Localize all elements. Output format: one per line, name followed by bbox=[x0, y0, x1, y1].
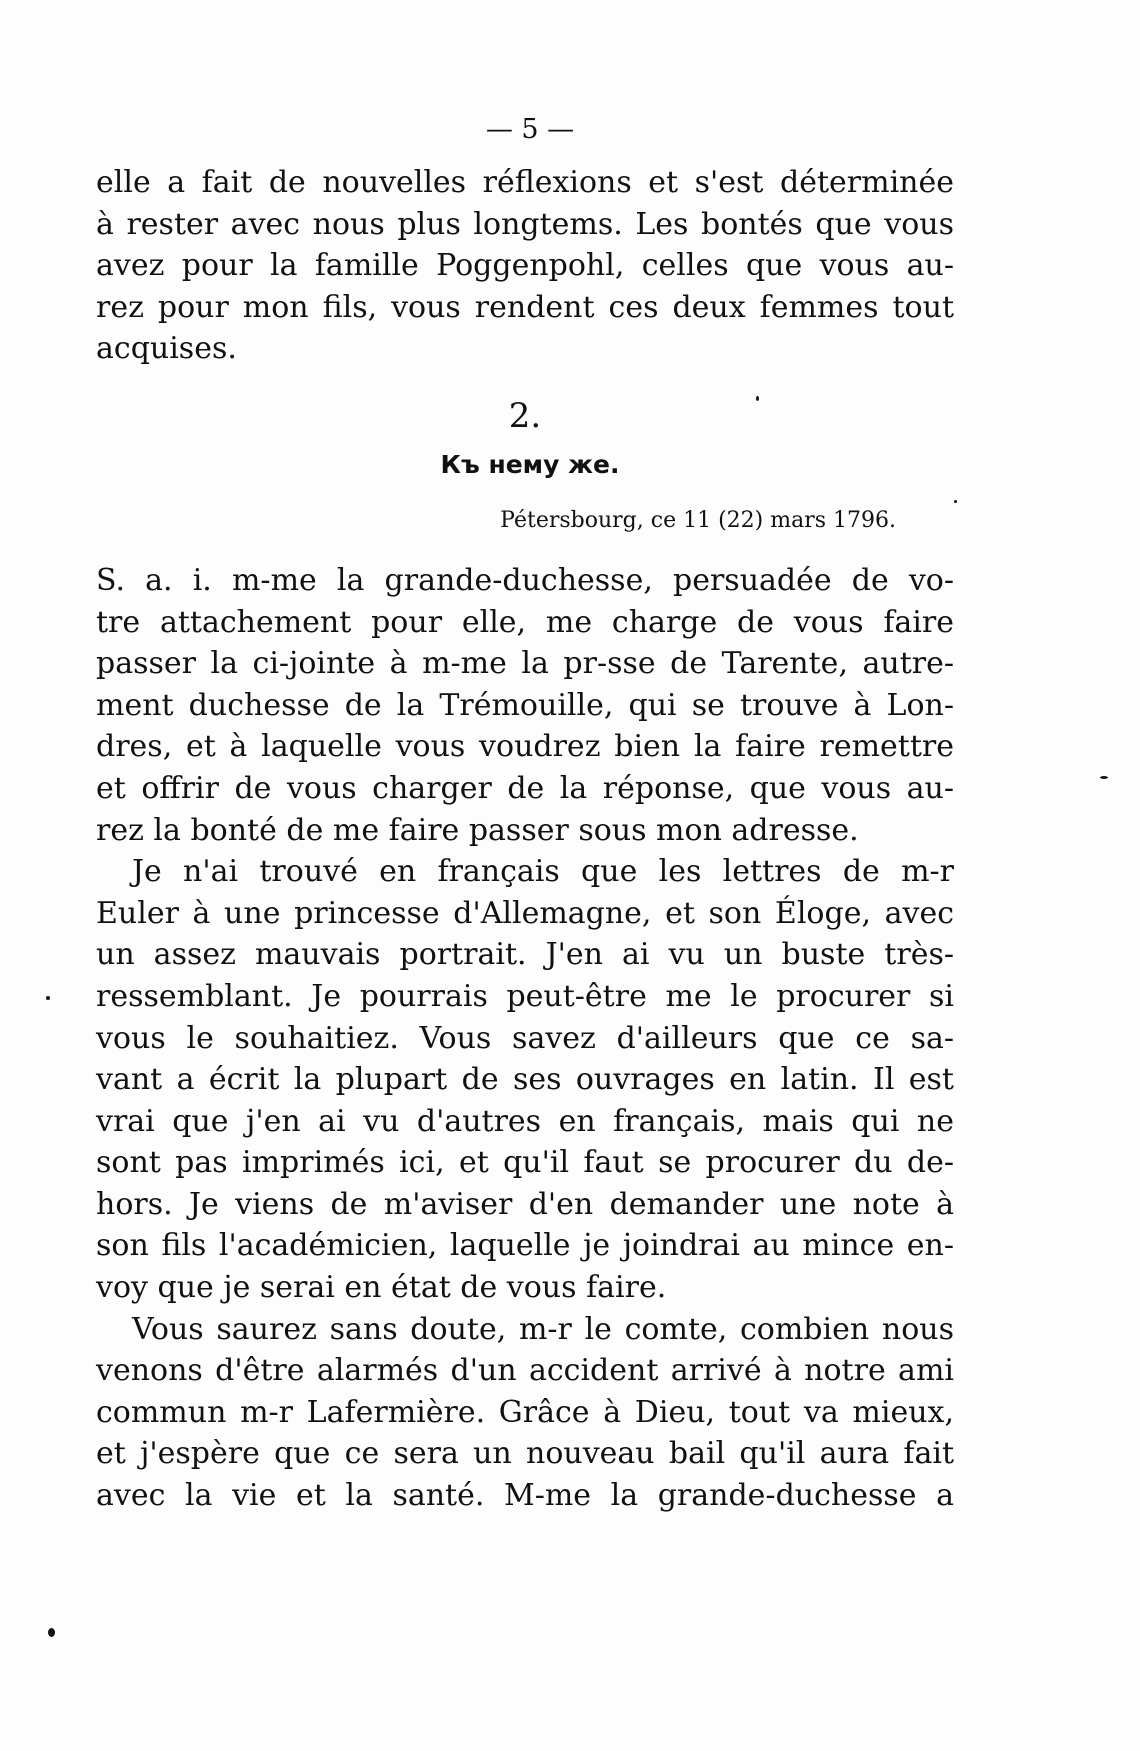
text-line: avez pour la famille Poggenpohl, celles que vous au- bbox=[96, 248, 954, 284]
text-line: vous le souhaitiez. Vous savez d'ailleurs que ce sa- bbox=[96, 1020, 954, 1056]
text-line: son fils l'académicien, laquelle je joindrai au mince en- bbox=[96, 1228, 954, 1264]
text-line: tre attachement pour elle, me charge de vous faire bbox=[96, 604, 954, 640]
scan-speck bbox=[46, 996, 50, 1000]
text-line: sont pas imprimés ici, et qu'il faut se procurer du de- bbox=[96, 1145, 954, 1181]
opening-paragraph bbox=[96, 162, 954, 370]
letter-number: 2. bbox=[508, 395, 542, 436]
text-line: commun m-r Lafermière. Grâce à Dieu, tout va mieux, bbox=[96, 1394, 954, 1430]
text-line: à rester avec nous plus longtems. Les bontés que vous bbox=[96, 206, 954, 242]
text-line: Vous saurez sans doute, m-r le comte, combien nous bbox=[132, 1311, 954, 1347]
text-line: rez la bonté de me faire passer sous mon adresse. bbox=[96, 812, 859, 848]
text-line: voy que je serai en état de vous faire. bbox=[96, 1270, 667, 1306]
text-line: Euler à une princesse d'Allemagne, et son Éloge, avec bbox=[96, 895, 954, 931]
text-line: vant a écrit la plupart de ses ouvrages en latin. Il est bbox=[96, 1062, 954, 1098]
scan-speck bbox=[756, 396, 759, 401]
scan-speck bbox=[954, 500, 957, 503]
text-line: un assez mauvais portrait. J'en ai vu un buste très- bbox=[96, 937, 954, 973]
text-line: elle a fait de nouvelles réflexions et s'est déterminée bbox=[96, 165, 954, 200]
text-line: avec la vie et la santé. M-me la grande-duchesse a bbox=[96, 1478, 954, 1514]
text-line: acquises. bbox=[96, 331, 237, 367]
text-line: S. a. i. m-me la grande-duchesse, persuadée de vo- bbox=[96, 562, 954, 598]
letter-paragraph-3 bbox=[96, 1309, 954, 1517]
text-line: rez pour mon fils, vous rendent ces deux femmes tout bbox=[96, 289, 954, 325]
text-line: Je n'ai trouvé en français que les lettres de m-r bbox=[132, 854, 954, 890]
letter-addressee: Къ нему же. bbox=[440, 449, 620, 479]
letter-paragraph-1 bbox=[96, 560, 954, 851]
text-line: passer la ci-jointe à m-me la pr-sse de Tarente, autre- bbox=[96, 646, 954, 682]
page-content bbox=[96, 112, 954, 1517]
scan-speck bbox=[48, 1628, 55, 1637]
page-number: — 5 — bbox=[485, 114, 575, 145]
text-line: dres, et à laquelle vous voudrez bien la faire remettre bbox=[96, 729, 954, 765]
scan-speck bbox=[1100, 776, 1108, 779]
letter-paragraph-2 bbox=[96, 851, 954, 1309]
letter-dateline: Pétersbourg, ce 11 (22) mars 1796. bbox=[500, 507, 896, 533]
text-line: hors. Je viens de m'aviser d'en demander une note à bbox=[96, 1186, 954, 1222]
text-line: ment duchesse de la Trémouille, qui se trouve à Lon- bbox=[96, 687, 954, 723]
text-line: ressemblant. Je pourrais peut-être me le procurer si bbox=[96, 978, 954, 1014]
text-line: venons d'être alarmés d'un accident arrivé à notre ami bbox=[96, 1353, 954, 1389]
text-line: vrai que j'en ai vu d'autres en français, mais qui ne bbox=[96, 1103, 954, 1139]
text-line: et offrir de vous charger de la réponse, que vous au- bbox=[96, 770, 954, 806]
text-line: et j'espère que ce sera un nouveau bail qu'il aura fait bbox=[96, 1436, 954, 1472]
